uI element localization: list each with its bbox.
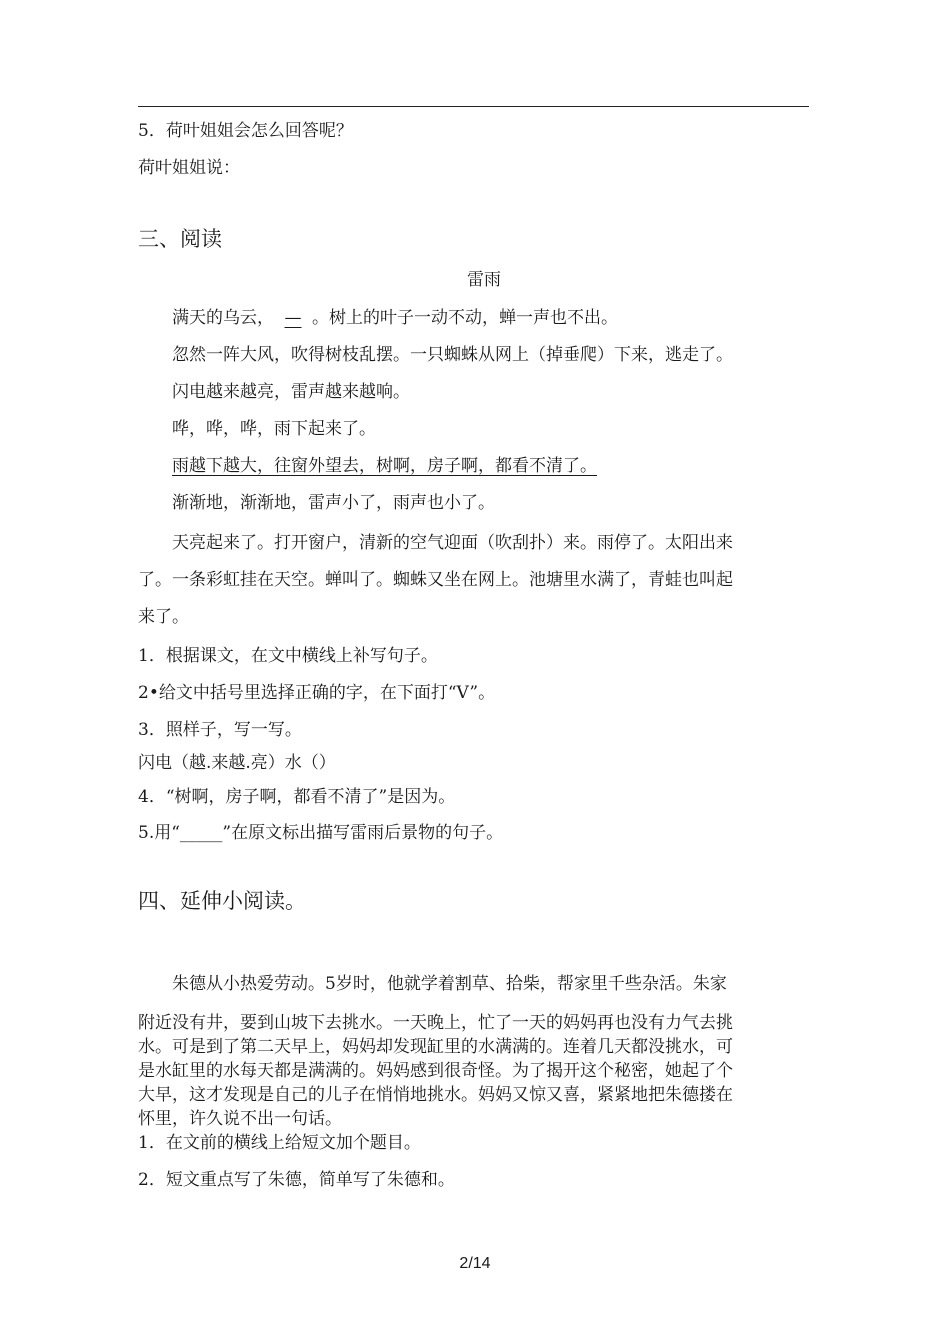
story-line-3: 水。可是到了第二天早上，妈妈却发现缸里的水满满的。连着几天都没挑水，可 [138,1037,733,1057]
section-4-heading: 四、延伸小阅读。 [138,889,306,913]
passage-line-4: 哗，哗，哗，雨下起来了。 [172,419,376,439]
top-divider [138,106,809,107]
passage-line-6: 渐渐地，渐渐地，雷声小了，雨声也小了。 [172,493,495,513]
story-question-2: 2．短文重点写了朱德，简单写了朱德和。 [138,1170,455,1190]
reading-question-4: 4．“树啊，房子啊，都看不清了”是因为。 [138,787,456,807]
passage-line-7c: 来了。 [138,607,189,627]
story-line-4: 是水缸里的水每天都是满满的。妈妈感到很奇怪。为了揭开这个秘密，她起了个 [138,1061,733,1081]
passage-line-7b: 了。一条彩虹挂在天空。蝉叫了。蜘蛛又坐在网上。池塘里水满了，青蛙也叫起 [138,570,733,590]
reading-question-2: 2•给文中括号里选择正确的字，在下面打“V”。 [138,683,496,703]
story-line-1: 朱德从小热爱劳动。5岁时，他就学着割草、拾柴，帮家里千些杂活。朱家 [172,974,727,994]
passage-line-1-end: 。树上的叶子一动不动，蝉一声也不出。 [312,308,618,328]
reading-question-3: 3．照样子，写一写。 [138,720,302,740]
question-5-answer-prompt: 荷叶姐姐说： [138,158,240,178]
passage-line-2: 忽然一阵大风，吹得树枝乱摆。一只蜘蛛从网上（掉垂爬）下来，逃走了。 [172,345,733,365]
passage-line-5-underlined: 雨越下越大，往窗外望去，树啊，房子啊，都看不清了。 [172,456,597,476]
page-number: 2/14 [459,1255,491,1272]
passage-title: 雷雨 [467,270,501,290]
story-line-2: 附近没有井，要到山坡下去挑水。一天晚上，忙了一天的妈妈再也没有力气去挑 [138,1013,733,1033]
section-3-heading: 三、阅读 [138,227,222,251]
reading-question-5: 5.用“_____”在原文标出描写雷雨后景物的句子。 [138,823,504,843]
passage-line-1-start: 满天的乌云， [172,308,274,328]
passage-line-3: 闪电越来越亮，雷声越来越响。 [172,382,410,402]
reading-question-3-example: 闪电（越.来越.亮）水（） [138,753,336,773]
question-5: 5．荷叶姐姐会怎么回答呢？ [138,121,353,141]
story-line-5: 大早，这才发现是自己的儿子在悄悄地挑水。妈妈又惊又喜，紧紧地把朱德搂在 [138,1085,733,1105]
story-line-6: 怀里，许久说不出一句话。 [138,1109,342,1129]
passage-line-7a: 天亮起来了。打开窗户，清新的空气迎面（吹刮扑）来。雨停了。太阳出来 [172,533,733,553]
reading-question-1: 1．根据课文，在文中横线上补写句子。 [138,646,438,666]
story-question-1: 1．在文前的横线上给短文加个题目。 [138,1133,421,1153]
passage-line-1 [172,307,618,329]
fill-in-blank: — [284,308,302,328]
